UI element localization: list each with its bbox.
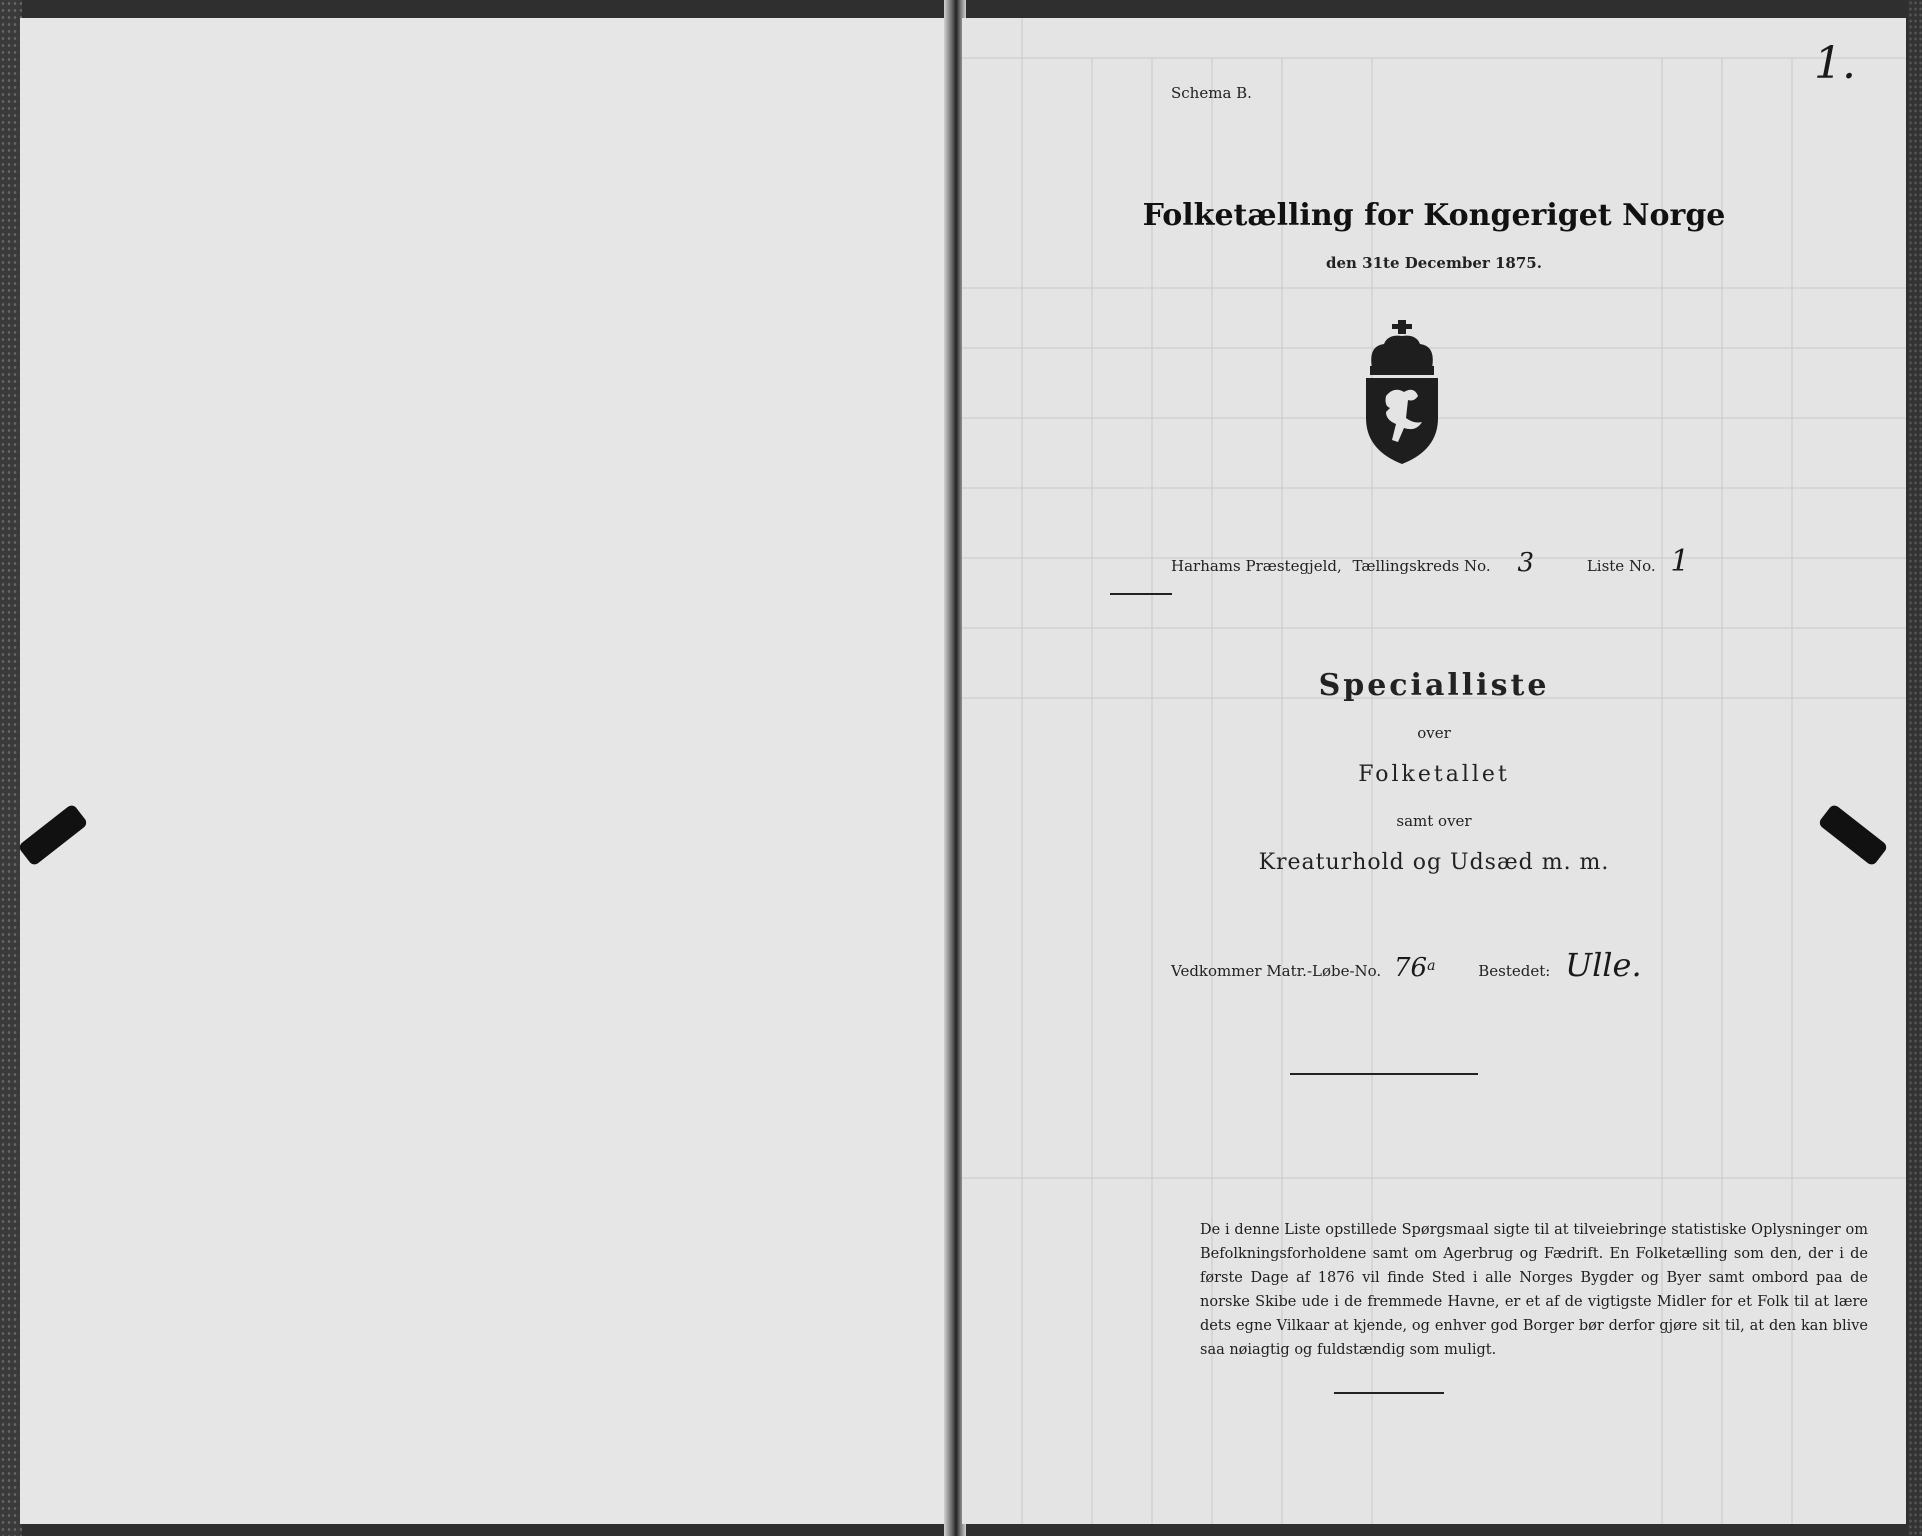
bleed-through-marks: ​ xyxy=(454,268,466,342)
folketallet-heading: Folketallet xyxy=(1358,762,1510,787)
book-edge-left xyxy=(0,0,22,1536)
over-text: over xyxy=(1417,724,1451,742)
district-label: Tællingskreds No. xyxy=(1352,557,1491,575)
separator-rule xyxy=(1290,1073,1478,1075)
specialliste-heading: Specialliste xyxy=(1318,668,1550,703)
explanatory-paragraph: De i denne Liste opstillede Spørgsmaal sigte til at tilveiebringe statistiske Oplysninger om Befolkningsforholdene samt om Agerbrug og Fædrift. En Folketælling som den, der i de første Dage af 1876 vil finde Sted i alle Norges Bygder og Byer samt ombord paa de norske Skibe ude i de fremmede Havne, er et af de vigtigste Midler for et Folk til at lære dets egne Vilkaar at kjende, og enhver god Borger bør derfor gjøre sit til, at den kan blive saa nøiagtig og fuldstændig som muligt. xyxy=(1200,1222,1868,1358)
samt-over-text: samt over xyxy=(1396,812,1472,830)
list-number: 1 xyxy=(1670,544,1690,579)
district-number: 3 xyxy=(1517,548,1535,578)
property-line xyxy=(1171,946,1642,984)
place-label: Bestedet: xyxy=(1478,962,1551,980)
schema-label: Schema B. xyxy=(1171,84,1252,102)
census-date: den 31te December 1875. xyxy=(1326,254,1542,272)
right-page xyxy=(962,18,1906,1524)
separator-rule xyxy=(1334,1392,1444,1394)
place-value: Ulle. xyxy=(1565,946,1642,984)
district-line xyxy=(1171,544,1689,579)
separator-rule xyxy=(1110,593,1172,595)
form-title: Folketælling for Kongeriget Norge xyxy=(1142,198,1726,233)
matr-superscript: a xyxy=(1427,958,1436,974)
matr-value: 76 xyxy=(1394,953,1428,983)
list-label: Liste No. xyxy=(1586,557,1656,575)
norwegian-coat-of-arms-icon xyxy=(1356,318,1448,468)
book-edge-right xyxy=(1908,0,1922,1536)
matr-label: Vedkommer Matr.-Løbe-No. xyxy=(1171,962,1382,980)
left-page xyxy=(20,18,950,1524)
parish-label: Harhams Præstegjeld, xyxy=(1171,557,1342,575)
kreaturhold-heading: Kreaturhold og Udsæd m. m. xyxy=(1258,850,1610,875)
page-number: 1. xyxy=(1814,38,1856,89)
